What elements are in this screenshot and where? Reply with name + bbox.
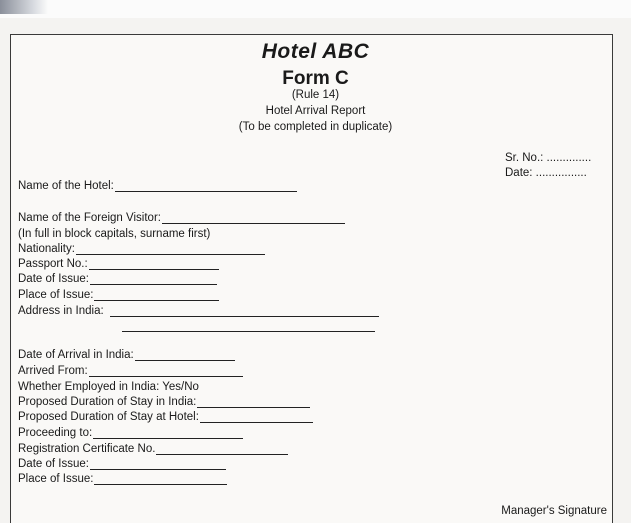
field-foreign-visitor (18, 212, 345, 224)
fill-line (110, 306, 379, 317)
field-label: Proceeding to: (18, 427, 93, 439)
field-label: Name of the Foreign Visitor: (18, 212, 161, 224)
field-label: Address in India: (18, 305, 104, 317)
field-label: Passport No.: (18, 258, 88, 270)
fill-line (90, 459, 226, 470)
serial-number: Sr. No.: .............. (505, 152, 592, 164)
fill-line (89, 366, 243, 377)
fill-line (135, 350, 235, 361)
manager-signature: Manager's Signature (501, 505, 607, 517)
fill-line (197, 397, 310, 408)
field-date-of-issue (18, 273, 217, 285)
field-label: Arrived From: (18, 365, 88, 377)
field-label: Name of the Hotel: (18, 180, 114, 192)
field-label: Nationality: (18, 243, 75, 255)
field-hotel-name (18, 180, 297, 192)
note-text: (In full in block capitals, surname first) (18, 228, 211, 240)
field-passport-no (18, 258, 219, 270)
field-label: Place of Issue: (18, 289, 94, 301)
field-address-in-india (18, 305, 379, 317)
field-nationality (18, 243, 265, 255)
field-label: Date of Issue: (18, 458, 89, 470)
field-stay-at-hotel (18, 411, 313, 423)
fill-line (200, 412, 313, 423)
field-proceeding-to (18, 427, 243, 439)
fill-line (162, 213, 345, 224)
field-date-of-issue-2 (18, 458, 226, 470)
report-title: Hotel Arrival Report (265, 105, 366, 117)
fill-line (89, 259, 219, 270)
field-place-of-issue-2 (18, 473, 227, 485)
report-date: Date: ................ (505, 167, 587, 179)
rule-line: (Rule 14) (291, 89, 340, 101)
field-label: Date of Arrival in India: (18, 349, 134, 361)
address-fill-line-2 (122, 330, 375, 332)
block-capitals-note (18, 228, 210, 240)
fill-line (94, 290, 219, 301)
fill-line (115, 181, 297, 192)
duplicate-instruction: (To be completed in duplicate) (238, 121, 393, 133)
field-registration-cert (18, 443, 288, 455)
form-title: Form C (282, 68, 349, 89)
field-label: Whether Employed in India: Yes/No (18, 381, 199, 393)
field-arrived-from (18, 365, 243, 377)
fill-line (156, 444, 288, 455)
field-employed (18, 381, 199, 393)
fill-line (93, 428, 243, 439)
field-label: Place of Issue: (18, 473, 94, 485)
field-label: Proposed Duration of Stay at Hotel: (18, 411, 199, 423)
field-date-of-arrival (18, 349, 235, 361)
scan-corner-strip (0, 0, 48, 14)
field-label: Registration Certificate No. (18, 443, 156, 455)
hotel-title: Hotel ABC (261, 40, 370, 63)
field-stay-in-india (18, 396, 310, 408)
field-label: Proposed Duration of Stay in India: (18, 396, 197, 408)
fill-line (76, 244, 265, 255)
fill-line (94, 474, 227, 485)
field-place-of-issue (18, 289, 219, 301)
field-label: Date of Issue: (18, 273, 89, 285)
fill-line (90, 274, 217, 285)
